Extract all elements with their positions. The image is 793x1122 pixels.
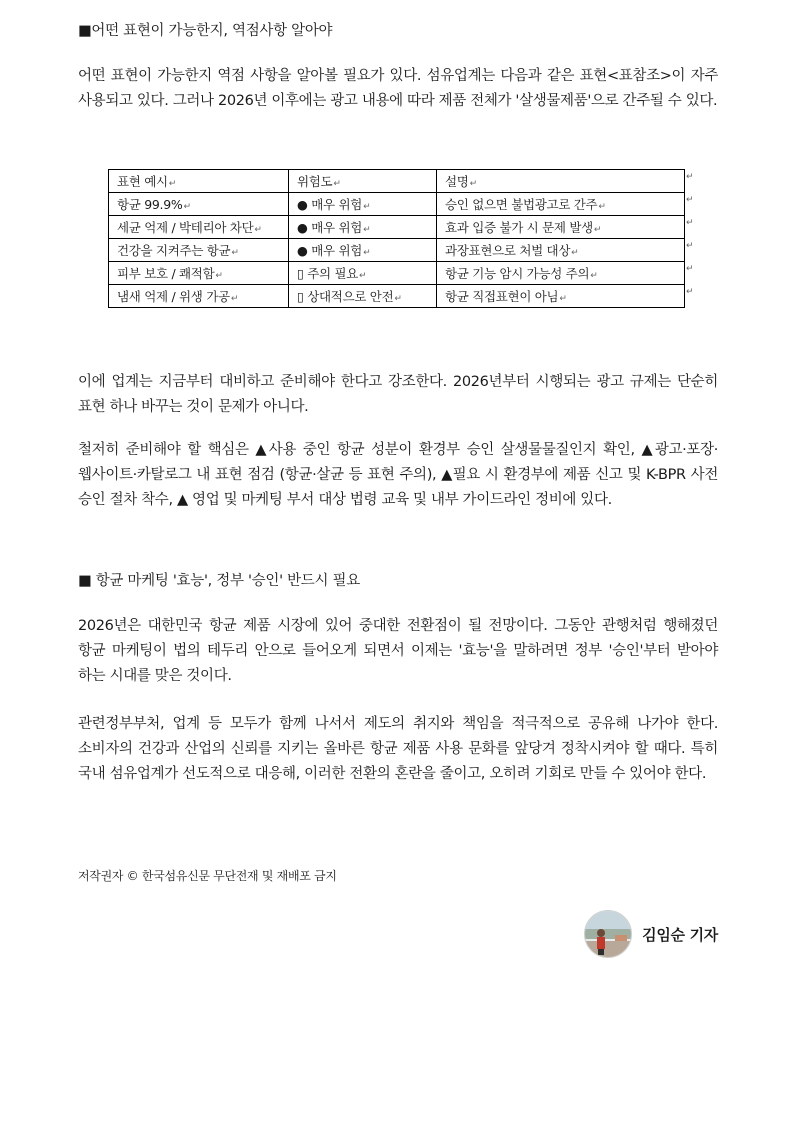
table-cell-text: 피부 보호 / 쾌적함	[117, 266, 215, 281]
paragraph-responsibility: 관련정부부처, 업계 등 모두가 함께 나서서 제도의 취지와 책임을 적극적으로 공유해 나가야 한다. 소비자의 건강과 산업의 신뢰를 지키는 올바른 항균 제품 사용 문화를 앞당겨 정착시켜야 할 때다. 특히 국내 섬유업계가 선도적으로 대응해, 이러한 전환의 혼란을 줄이고, 오히려 기회로 만들 수 있어야 한다.	[78, 716, 718, 782]
row-end-mark-icon: ↵	[686, 218, 694, 228]
table-cell-text: 설명	[445, 174, 469, 189]
table-cell-text: 승인 없으면 불법광고로 간주	[445, 197, 598, 212]
table-cell	[109, 239, 289, 262]
table-header-cell	[289, 170, 437, 193]
table-cell	[109, 216, 289, 239]
table-row	[109, 239, 685, 262]
paragraph-mark-icon: ↵	[598, 202, 606, 212]
paragraph-mark-icon: ↵	[571, 248, 579, 258]
row-end-mark-icon: ↵	[686, 287, 694, 297]
table-cell-text: ● 매우 위험	[297, 220, 363, 235]
paragraph-mark-icon: ↵	[363, 248, 371, 258]
expression-risk-table	[108, 169, 685, 308]
paragraph-mark-icon: ↵	[394, 294, 402, 304]
paragraph-mark-icon: ↵	[469, 179, 477, 189]
paragraph-mark-icon: ↵	[559, 294, 567, 304]
table-cell	[437, 193, 685, 216]
table-cell-text: 세균 억제 / 박테리아 차단	[117, 220, 254, 235]
table-row	[109, 285, 685, 308]
intro-paragraph: 어떤 표현이 가능한지 역점 사항을 알아볼 필요가 있다. 섬유업계는 다음과 같은 표현<표참조>이 자주 사용되고 있다. 그러나 2026년 이후에는 광고 내용에 따라 제품 전체가 '살생물제품'으로 간주될 수 있다.	[78, 68, 718, 109]
table-cell-text: 위험도	[297, 174, 333, 189]
paragraph-prepare: 이에 업계는 지금부터 대비하고 준비해야 한다고 강조한다. 2026년부터 시행되는 광고 규제는 단순히 표현 하나 바꾸는 것이 문제가 아니다.	[78, 374, 718, 415]
paragraph-mark-icon: ↵	[230, 294, 239, 304]
table-row	[109, 216, 685, 239]
paragraph-mark-icon: ↵	[215, 271, 223, 281]
paragraph-mark-icon: ↵	[593, 225, 602, 235]
paragraph-mark-icon: ↵	[590, 271, 598, 281]
table-cell-text: 표현 예시	[117, 174, 168, 189]
copyright-notice: 저작권자 © 한국섬유신문 무단전재 및 재배포 금지	[78, 869, 337, 883]
table-cell	[289, 262, 437, 285]
table-cell	[109, 285, 289, 308]
table-cell-text: 항균 기능 암시 가능성 주의	[445, 266, 590, 281]
table-cell-text: 냄새 억제 / 위생 가공	[117, 289, 230, 304]
table-cell-text: 항균 직접표현이 아님	[445, 289, 559, 304]
row-end-mark-icon: ↵	[686, 264, 694, 274]
table-cell-text: ▯ 주의 필요	[297, 266, 359, 281]
table-cell	[437, 262, 685, 285]
table-cell	[289, 193, 437, 216]
section-heading-2: ■ 항균 마케팅 '효능', 정부 '승인' 반드시 필요	[78, 573, 360, 589]
table-cell-text: 과장표현으로 처벌 대상	[445, 243, 571, 258]
paragraph-mark-icon: ↵	[183, 202, 191, 212]
table-cell-text: 건강을 지켜주는 항균	[117, 243, 231, 258]
table-header-cell	[437, 170, 685, 193]
table-cell	[109, 193, 289, 216]
row-end-mark-icon: ↵	[686, 172, 694, 182]
table-cell	[289, 216, 437, 239]
table-cell-text: ● 매우 위험	[297, 197, 363, 212]
table-cell-text: ● 매우 위험	[297, 243, 363, 258]
table-cell-text: 항균 99.9%	[117, 197, 183, 212]
reporter-byline	[584, 910, 718, 958]
reporter-name: 김임순 기자	[642, 925, 718, 944]
table-cell	[289, 239, 437, 262]
table-cell	[437, 216, 685, 239]
row-end-mark-icon: ↵	[686, 195, 694, 205]
table-cell	[437, 285, 685, 308]
table-cell	[437, 239, 685, 262]
paragraph-core-points: 철저히 준비해야 할 핵심은 ▲사용 중인 항균 성분이 환경부 승인 살생물물질인지 확인, ▲광고·포장·웹사이트·카탈로그 내 표현 점검 (항균·살균 등 표현 주의), ▲필요 시 환경부에 제품 신고 및 K-BPR 사전 승인 절차 착수, ▲ 영업 및 마케팅 부서 대상 법령 교육 및 내부 가이드라인 정비에 있다.	[78, 442, 718, 508]
table-row	[109, 193, 685, 216]
row-end-mark-icon: ↵	[686, 241, 694, 251]
table-cell-text: 효과 입증 불가 시 문제 발생	[445, 220, 593, 235]
table-row	[109, 262, 685, 285]
paragraph-turning-point: 2026년은 대한민국 항균 제품 시장에 있어 중대한 전환점이 될 전망이다. 그동안 관행처럼 행해졌던 항균 마케팅이 법의 테두리 안으로 들어오게 되면서 이제는 '효능'을 말하려면 정부 '승인'부터 받아야 하는 시대를 맞은 것이다.	[78, 618, 718, 684]
paragraph-mark-icon: ↵	[363, 225, 371, 235]
paragraph-mark-icon: ↵	[363, 202, 371, 212]
table-cell	[289, 285, 437, 308]
paragraph-mark-icon: ↵	[333, 179, 341, 189]
table-header-cell	[109, 170, 289, 193]
section-heading-1: ■어떤 표현이 가능한지, 역점사항 알아야	[78, 23, 333, 39]
paragraph-mark-icon: ↵	[359, 271, 367, 281]
table-cell-text: ▯ 상대적으로 안전	[297, 289, 394, 304]
paragraph-mark-icon: ↵	[254, 225, 262, 235]
reporter-photo-icon	[584, 910, 632, 958]
table-cell	[109, 262, 289, 285]
table-header-row	[109, 170, 685, 193]
paragraph-mark-icon: ↵	[168, 179, 177, 189]
paragraph-mark-icon: ↵	[231, 248, 239, 258]
